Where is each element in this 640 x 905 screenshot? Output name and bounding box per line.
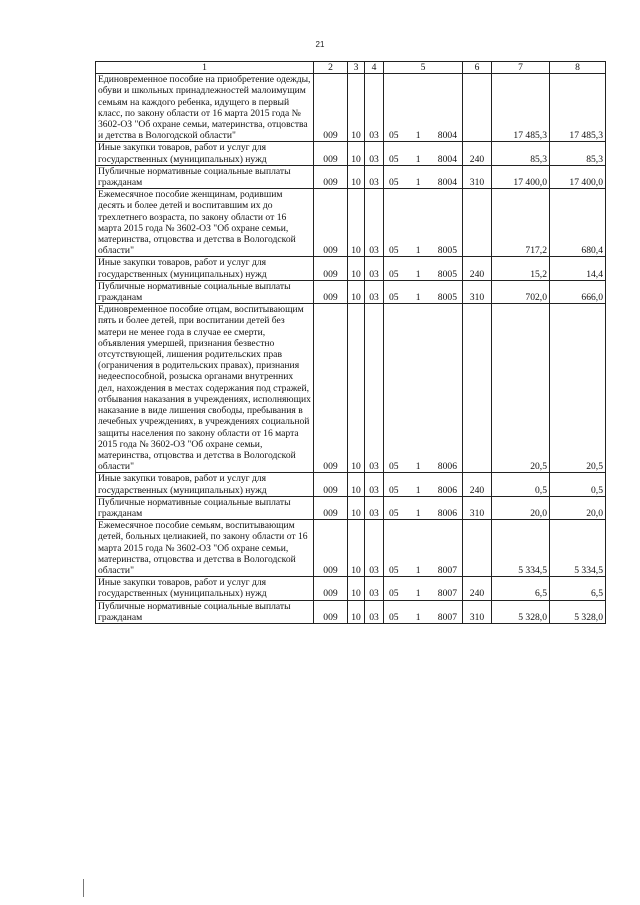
row-target-article	[384, 280, 463, 303]
table-row	[96, 304, 606, 473]
row-description: Иные закупки товаров, работ и услуг для государственных (муниципальных) нужд	[96, 257, 314, 280]
row-amount-year1: 85,3	[492, 142, 550, 165]
row-subprogram-code: 1	[415, 564, 421, 576]
page-number: 21	[315, 40, 325, 49]
row-amount-year2: 85,3	[550, 142, 606, 165]
row-amount-year2: 5 328,0	[550, 600, 606, 623]
row-subsection-code: 03	[365, 496, 384, 519]
row-amount-year2: 17 485,3	[550, 74, 606, 142]
row-direction-code: 8006	[437, 484, 457, 496]
row-section-code: 10	[348, 74, 365, 142]
row-subsection-code: 03	[365, 74, 384, 142]
row-expense-type: 310	[463, 280, 492, 303]
row-direction-code: 8004	[437, 130, 457, 142]
row-description: Иные закупки товаров, работ и услуг для государственных (муниципальных) нужд	[96, 142, 314, 165]
row-subprogram-code: 1	[415, 588, 421, 600]
row-ministry-code: 009	[314, 142, 348, 165]
header-row	[96, 62, 606, 74]
row-ministry-code: 009	[314, 280, 348, 303]
row-expense-type: 240	[463, 577, 492, 600]
row-amount-year1: 717,2	[492, 189, 550, 257]
row-ministry-code: 009	[314, 473, 348, 496]
row-amount-year2: 17 400,0	[550, 165, 606, 188]
row-target-article	[384, 600, 463, 623]
row-amount-year1: 15,2	[492, 257, 550, 280]
table-row	[96, 257, 606, 280]
row-subsection-code: 03	[365, 520, 384, 577]
col-header-2: 2	[314, 62, 348, 74]
row-description: Публичные нормативные социальные выплаты гражданам	[96, 165, 314, 188]
row-program-code: 05	[389, 268, 399, 280]
row-subsection-code: 03	[365, 304, 384, 473]
row-program-code: 05	[389, 130, 399, 142]
row-program-code: 05	[389, 611, 399, 623]
row-ministry-code: 009	[314, 74, 348, 142]
row-direction-code: 8007	[437, 588, 457, 600]
row-subprogram-code: 1	[415, 461, 421, 473]
row-description: Публичные нормативные социальные выплаты гражданам	[96, 496, 314, 519]
row-expense-type: 310	[463, 165, 492, 188]
table-row	[96, 142, 606, 165]
row-subsection-code: 03	[365, 473, 384, 496]
row-target-article	[384, 257, 463, 280]
row-expense-type: 310	[463, 496, 492, 519]
table-row	[96, 165, 606, 188]
row-amount-year1: 6,5	[492, 577, 550, 600]
row-expense-type	[463, 304, 492, 473]
row-ministry-code: 009	[314, 520, 348, 577]
row-section-code: 10	[348, 577, 365, 600]
row-amount-year2: 680,4	[550, 189, 606, 257]
row-ministry-code: 009	[314, 304, 348, 473]
row-target-article	[384, 520, 463, 577]
row-program-code: 05	[389, 507, 399, 519]
row-amount-year2: 666,0	[550, 280, 606, 303]
row-description: Ежемесячное пособие семьям, воспитывающим детей, больных целиакией, по закону области от 16 марта 2015 года № 3602-ОЗ "Об охране семьи, материнства, отцовства и детства в Вологодской области"	[96, 520, 314, 577]
table-row	[96, 280, 606, 303]
row-section-code: 10	[348, 280, 365, 303]
table-row	[96, 473, 606, 496]
col-header-5: 5	[384, 62, 463, 74]
table-row	[96, 520, 606, 577]
row-expense-type	[463, 520, 492, 577]
row-subprogram-code: 1	[415, 292, 421, 304]
row-subsection-code: 03	[365, 257, 384, 280]
row-direction-code: 8007	[437, 564, 457, 576]
row-section-code: 10	[348, 142, 365, 165]
row-direction-code: 8006	[437, 461, 457, 473]
row-program-code: 05	[389, 588, 399, 600]
budget-table	[95, 61, 606, 624]
row-subsection-code: 03	[365, 165, 384, 188]
row-description: Ежемесячное пособие женщинам, родившим десять и более детей и воспитавшим их до трехлетнего возраста, по закону области от 16 марта 2015 года № 3602-ОЗ "Об охране семьи, материнства, отцовства и детства в Вологодской области"	[96, 189, 314, 257]
row-amount-year1: 702,0	[492, 280, 550, 303]
col-header-3: 3	[348, 62, 365, 74]
row-section-code: 10	[348, 257, 365, 280]
row-direction-code: 8004	[437, 177, 457, 189]
row-amount-year1: 0,5	[492, 473, 550, 496]
row-expense-type: 240	[463, 142, 492, 165]
row-program-code: 05	[389, 153, 399, 165]
row-direction-code: 8005	[437, 292, 457, 304]
row-section-code: 10	[348, 600, 365, 623]
row-subprogram-code: 1	[415, 507, 421, 519]
row-program-code: 05	[389, 177, 399, 189]
row-description: Единовременное пособие отцам, воспитывающим пять и более детей, при воспитании детей без матери не менее года в случае ее смерти, объявления умершей, признания безвестно отсутствующей, лишения родительских прав (ограничения в родительских правах), признания недееспособной, розыска органами внутренних дел, нахождения в местах содержания под стражей, отбывания наказания в учреждениях, исполняющих наказание в виде лишения свободы, пребывания в лечебных учреждениях, в учреждениях социальной защиты населения по закону области от 16 марта 2015 года № 3602-ОЗ "Об охране семьи, материнства, отцовства и детства в Вологодской области"	[96, 304, 314, 473]
row-subprogram-code: 1	[415, 177, 421, 189]
row-ministry-code: 009	[314, 257, 348, 280]
row-target-article	[384, 473, 463, 496]
margin-mark	[83, 879, 84, 897]
row-section-code: 10	[348, 496, 365, 519]
row-target-article	[384, 189, 463, 257]
table-row	[96, 74, 606, 142]
col-header-1: 1	[96, 62, 314, 74]
row-direction-code: 8005	[437, 245, 457, 257]
row-expense-type: 240	[463, 257, 492, 280]
row-direction-code: 8006	[437, 507, 457, 519]
col-header-7: 7	[492, 62, 550, 74]
row-ministry-code: 009	[314, 165, 348, 188]
row-ministry-code: 009	[314, 600, 348, 623]
row-target-article	[384, 577, 463, 600]
row-description: Иные закупки товаров, работ и услуг для государственных (муниципальных) нужд	[96, 577, 314, 600]
row-description: Публичные нормативные социальные выплаты гражданам	[96, 600, 314, 623]
row-section-code: 10	[348, 473, 365, 496]
row-description: Единовременное пособие на приобретение одежды, обуви и школьных принадлежностей малоимущим семьям на каждого ребенка, идущего в первый класс, по закону области от 16 марта 2015 года № 3602-ОЗ "Об охране семьи, материнства, отцовства и детства в Вологодской области"	[96, 74, 314, 142]
row-subsection-code: 03	[365, 189, 384, 257]
row-section-code: 10	[348, 520, 365, 577]
row-direction-code: 8004	[437, 153, 457, 165]
row-amount-year2: 14,4	[550, 257, 606, 280]
table-row	[96, 577, 606, 600]
row-expense-type: 240	[463, 473, 492, 496]
row-subsection-code: 03	[365, 577, 384, 600]
row-subprogram-code: 1	[415, 484, 421, 496]
row-amount-year1: 5 334,5	[492, 520, 550, 577]
row-amount-year1: 17 400,0	[492, 165, 550, 188]
table-row	[96, 189, 606, 257]
row-subprogram-code: 1	[415, 153, 421, 165]
row-ministry-code: 009	[314, 577, 348, 600]
row-target-article	[384, 304, 463, 473]
row-program-code: 05	[389, 484, 399, 496]
row-subprogram-code: 1	[415, 611, 421, 623]
row-section-code: 10	[348, 165, 365, 188]
row-program-code: 05	[389, 245, 399, 257]
row-direction-code: 8005	[437, 268, 457, 280]
row-program-code: 05	[389, 461, 399, 473]
row-description: Иные закупки товаров, работ и услуг для государственных (муниципальных) нужд	[96, 473, 314, 496]
row-subsection-code: 03	[365, 280, 384, 303]
table-row	[96, 496, 606, 519]
row-amount-year2: 20,0	[550, 496, 606, 519]
row-amount-year2: 20,5	[550, 304, 606, 473]
row-amount-year1: 20,0	[492, 496, 550, 519]
row-amount-year1: 20,5	[492, 304, 550, 473]
table-row	[96, 600, 606, 623]
row-description: Публичные нормативные социальные выплаты гражданам	[96, 280, 314, 303]
row-target-article	[384, 74, 463, 142]
row-target-article	[384, 496, 463, 519]
row-amount-year1: 17 485,3	[492, 74, 550, 142]
row-section-code: 10	[348, 304, 365, 473]
row-subprogram-code: 1	[415, 245, 421, 257]
row-ministry-code: 009	[314, 189, 348, 257]
col-header-8: 8	[550, 62, 606, 74]
row-amount-year2: 5 334,5	[550, 520, 606, 577]
row-subprogram-code: 1	[415, 268, 421, 280]
row-amount-year1: 5 328,0	[492, 600, 550, 623]
row-program-code: 05	[389, 292, 399, 304]
col-header-4: 4	[365, 62, 384, 74]
row-direction-code: 8007	[437, 611, 457, 623]
row-target-article	[384, 165, 463, 188]
row-subsection-code: 03	[365, 142, 384, 165]
row-expense-type	[463, 189, 492, 257]
row-subprogram-code: 1	[415, 130, 421, 142]
row-subsection-code: 03	[365, 600, 384, 623]
row-amount-year2: 6,5	[550, 577, 606, 600]
col-header-6: 6	[463, 62, 492, 74]
row-expense-type: 310	[463, 600, 492, 623]
row-expense-type	[463, 74, 492, 142]
row-program-code: 05	[389, 564, 399, 576]
row-section-code: 10	[348, 189, 365, 257]
row-ministry-code: 009	[314, 496, 348, 519]
row-amount-year2: 0,5	[550, 473, 606, 496]
row-target-article	[384, 142, 463, 165]
